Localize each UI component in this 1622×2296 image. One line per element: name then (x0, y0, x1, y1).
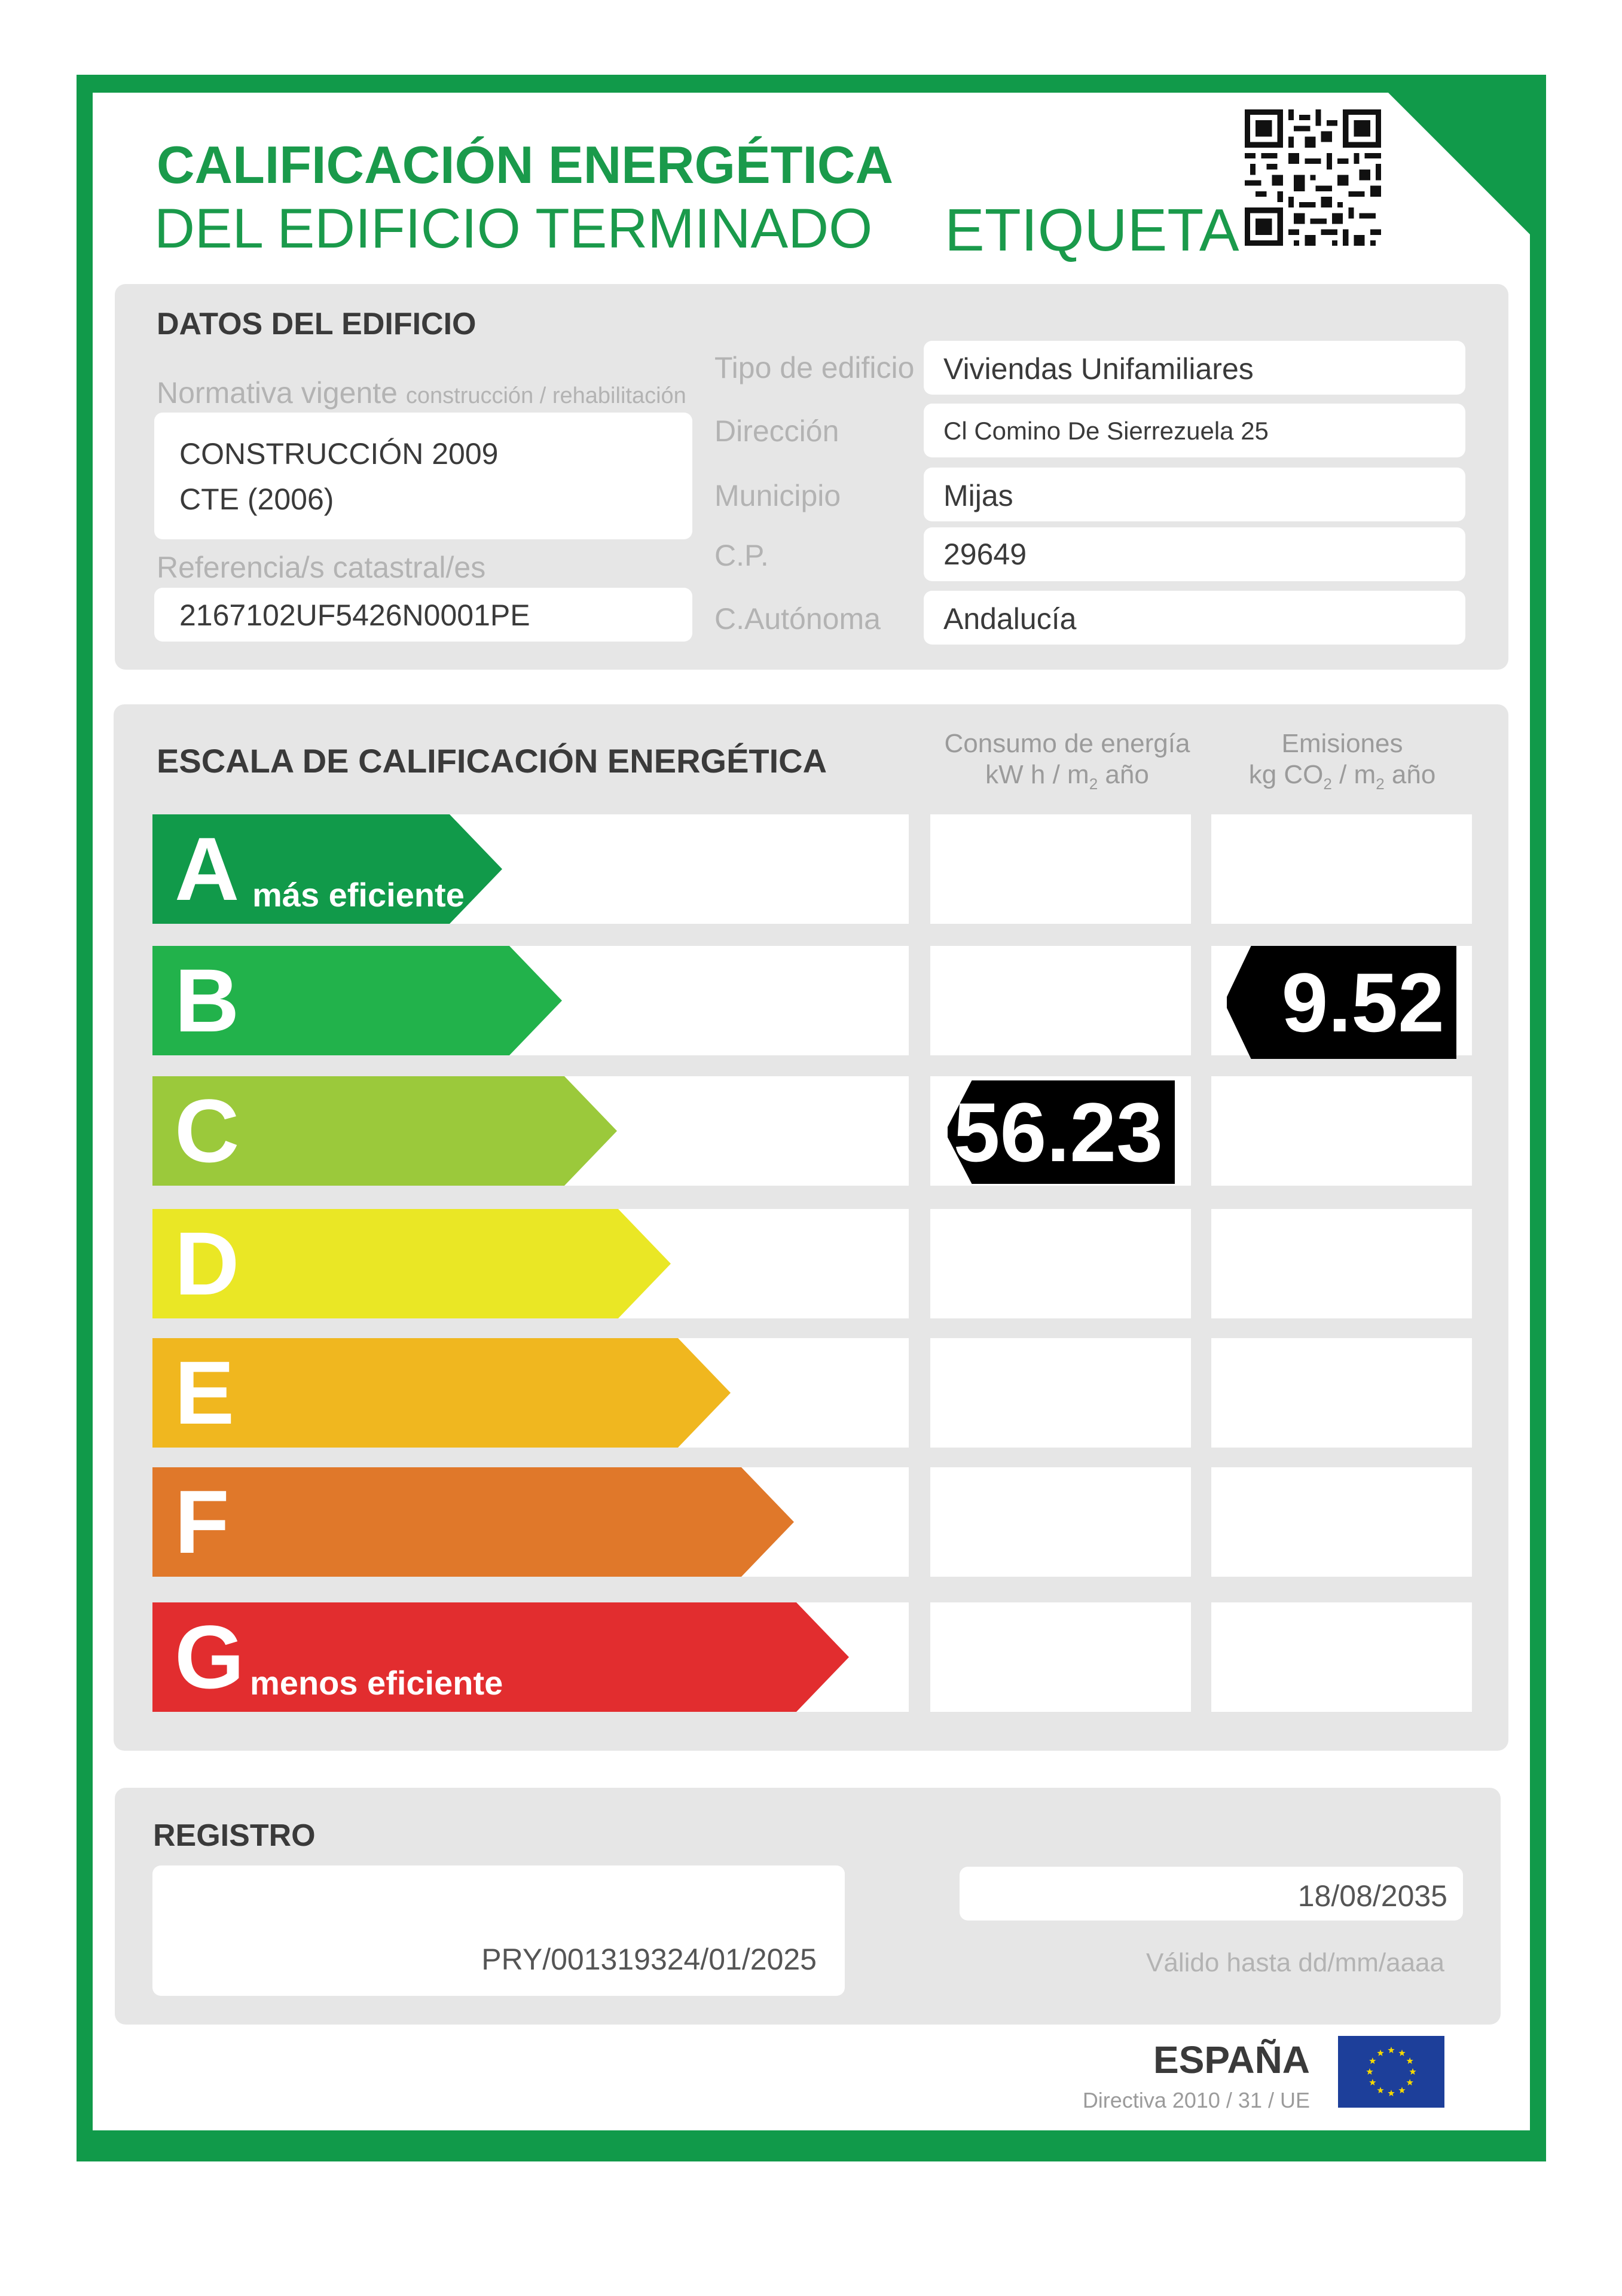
valid-date: 18/08/2035 (1297, 1879, 1447, 1913)
emisiones-cell (1211, 1467, 1472, 1577)
consumo-cell (930, 814, 1191, 924)
corner-triangle (1385, 90, 1535, 239)
emisiones-cell (1211, 1602, 1472, 1712)
valid-label: Válido hasta dd/mm/aaaa (1146, 1948, 1444, 1977)
eu-flag-icon (1338, 2036, 1444, 2108)
building-data-title: DATOS DEL EDIFICIO (157, 307, 476, 341)
emisiones-cell (1211, 1209, 1472, 1318)
class-letter: C (175, 1080, 240, 1181)
consumo-rating-value: 56.23 (953, 1085, 1163, 1179)
class-letter: G (175, 1607, 245, 1707)
emisiones-header: Emisiones kg $CO_2 / m_2$ año (1248, 729, 1436, 793)
normativa-line2: CTE (2006) (179, 483, 334, 516)
class-letter: A (175, 819, 240, 919)
cp-label: C.P. (714, 539, 769, 572)
class-bar-e (152, 1338, 731, 1448)
class-letter: B (175, 950, 240, 1051)
referencia-value: 2167102UF5426N0001PE (179, 599, 530, 632)
direccion-value: Cl Comino De Sierrezuela 25 (943, 417, 1269, 445)
class-caption: menos eficiente (250, 1664, 503, 1702)
normativa-label: Normativa vigente construcción / rehabilitación (157, 376, 686, 410)
normativa-line1: CONSTRUCCIÓN 2009 (179, 437, 499, 471)
class-bar-f (152, 1467, 794, 1577)
directive-label: Directiva 2010 / 31 / UE (1082, 2088, 1310, 2112)
municipio-label: Municipio (714, 479, 841, 512)
consumo-cell (930, 1602, 1191, 1712)
emisiones-cell (1211, 814, 1472, 924)
autonoma-label: C.Autónoma (714, 602, 881, 636)
class-caption: más eficiente (252, 876, 465, 914)
emisiones-cell (1211, 1338, 1472, 1448)
emisiones-cell (1211, 1076, 1472, 1186)
consumo-cell (930, 1467, 1191, 1577)
title-line1: CALIFICACIÓN ENERGÉTICA (157, 135, 893, 194)
consumo-cell (930, 1338, 1191, 1448)
municipio-value: Mijas (943, 479, 1013, 512)
tipo-label: Tipo de edificio (714, 351, 915, 384)
country-label: ESPAÑA (1153, 2038, 1310, 2081)
direccion-label: Dirección (714, 414, 839, 448)
consumo-cell (930, 946, 1191, 1055)
scale-title: ESCALA DE CALIFICACIÓN ENERGÉTICA (157, 742, 827, 780)
normativa-box (154, 413, 692, 539)
tipo-value: Viviendas Unifamiliares (943, 352, 1254, 386)
registro-code: PRY/001319324/01/2025 (481, 1943, 817, 1976)
consumo-header: Consumo de energía kW h / $m_2$ año (944, 729, 1190, 793)
qr-code-icon (1245, 109, 1381, 246)
class-letter: F (175, 1471, 230, 1572)
cp-value: 29649 (943, 538, 1027, 571)
label-type: ETIQUETA (945, 197, 1239, 264)
referencia-label: Referencia/s catastral/es (157, 551, 486, 584)
emisiones-rating-value: 9.52 (1281, 955, 1444, 1049)
class-letter: E (175, 1342, 235, 1443)
class-letter: D (175, 1213, 240, 1314)
consumo-cell (930, 1209, 1191, 1318)
title-line2: DEL EDIFICIO TERMINADO (154, 197, 873, 259)
registro-title: REGISTRO (153, 1818, 316, 1853)
autonoma-value: Andalucía (943, 602, 1077, 636)
